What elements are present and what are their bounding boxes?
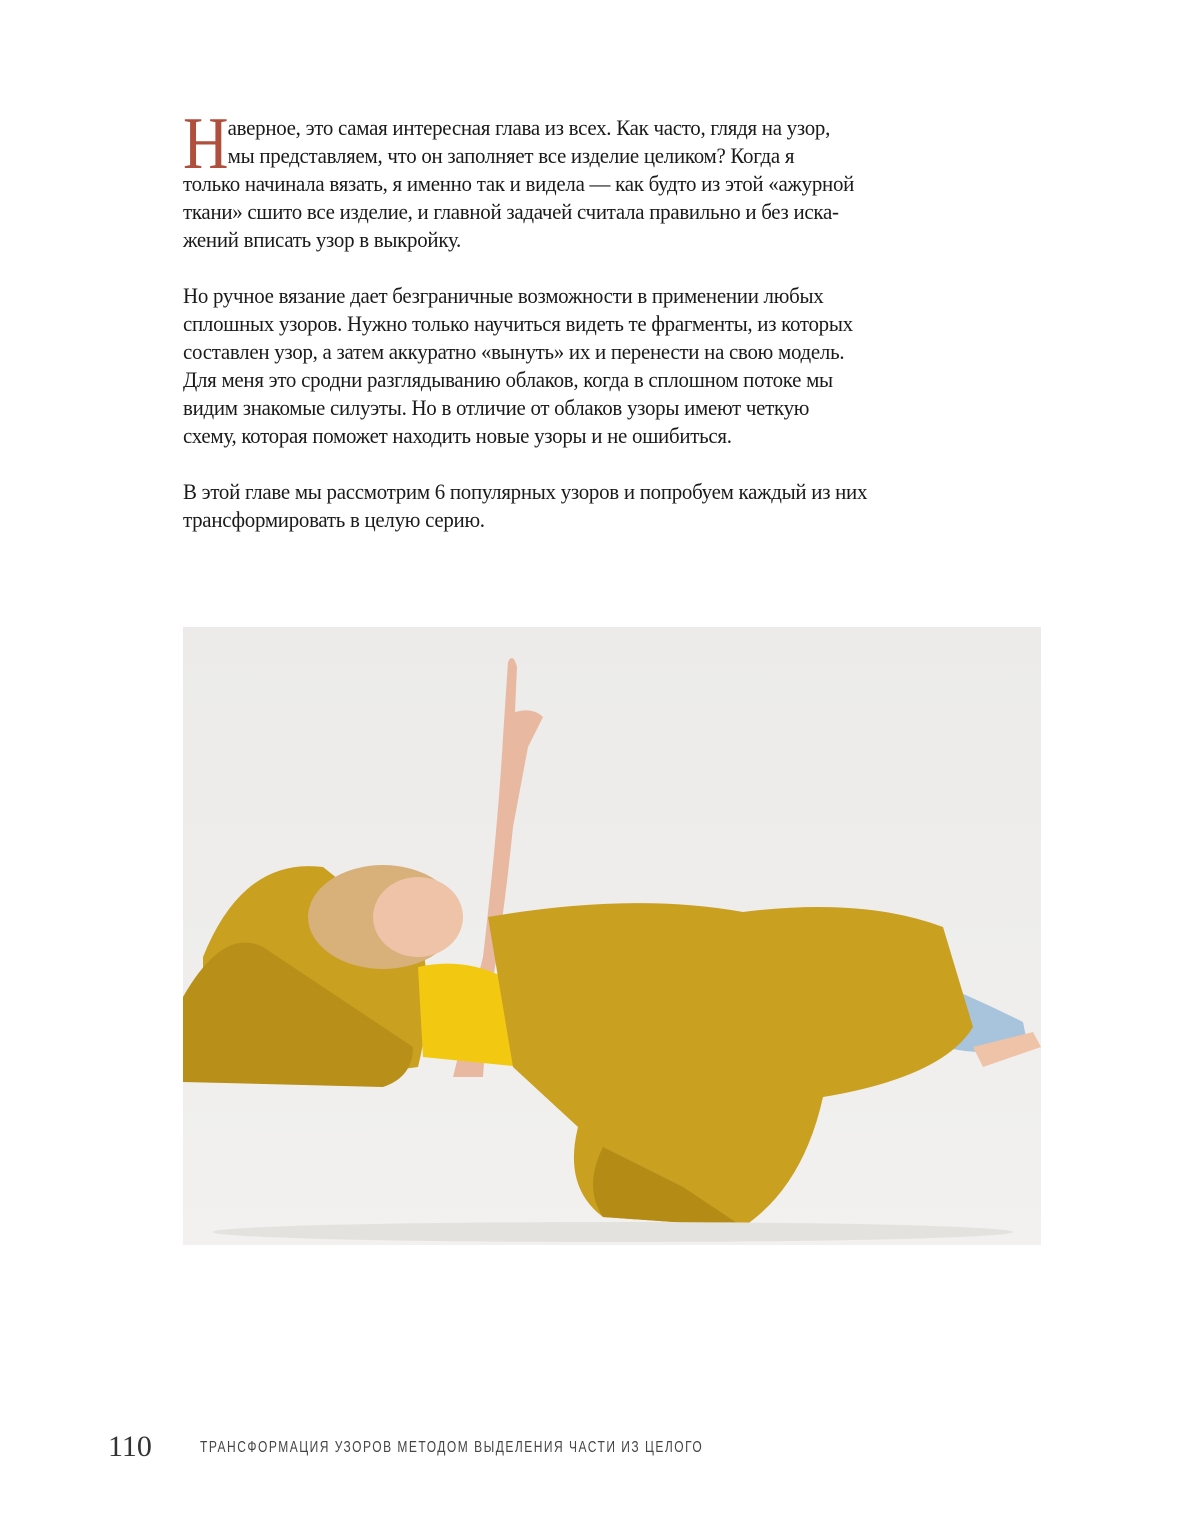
floor-shadow (213, 1222, 1013, 1242)
paragraph-1 (183, 103, 1063, 254)
text-line: аверное, это самая интересная глава из всех. Как часто, глядя на узор, (227, 115, 831, 140)
photo-girl-under-knitted-blanket (183, 627, 1041, 1245)
text-line: Но ручное вязание дает безграничные возможности в применении любых (183, 283, 824, 308)
text-line: видим знакомые силуэты. Но в отличие от облаков узоры имеют четкую (183, 395, 810, 420)
page-number: 110 (108, 1430, 152, 1463)
text-line: только начинала вязать, я именно так и видела — как будто из этой «ажурной (183, 171, 855, 196)
blanket (488, 903, 973, 1227)
body-text (183, 103, 1063, 562)
text-line: трансформировать в целую серию. (183, 507, 485, 532)
drop-cap: Н (183, 103, 229, 185)
text-line: В этой главе мы рассмотрим 6 популярных узоров и попробуем каждый из них (183, 479, 868, 504)
paragraph-3 (183, 478, 1063, 534)
running-footer-title: ТРАНСФОРМАЦИЯ УЗОРОВ МЕТОДОМ ВЫДЕЛЕНИЯ ЧАСТИ ИЗ ЦЕЛОГО (200, 1439, 704, 1456)
text-line: мы представляем, что он заполняет все изделие целиком? Когда я (227, 143, 795, 168)
paragraph-2 (183, 282, 1063, 450)
photo-illustration (183, 627, 1041, 1245)
text-line: ткани» сшито все изделие, и главной задачей считала правильно и без иска- (183, 199, 839, 224)
face (373, 877, 463, 957)
text-line: Для меня это сродни разглядыванию облаков, когда в сплошном потоке мы (183, 367, 833, 392)
text-line: жений вписать узор в выкройку. (183, 227, 461, 252)
text-line: составлен узор, а затем аккуратно «вынуть» их и перенести на свою модель. (183, 339, 845, 364)
text-line: схему, которая поможет находить новые узоры и не ошибиться. (183, 423, 732, 448)
text-line: сплошных узоров. Нужно только научиться видеть те фрагменты, из которых (183, 311, 853, 336)
